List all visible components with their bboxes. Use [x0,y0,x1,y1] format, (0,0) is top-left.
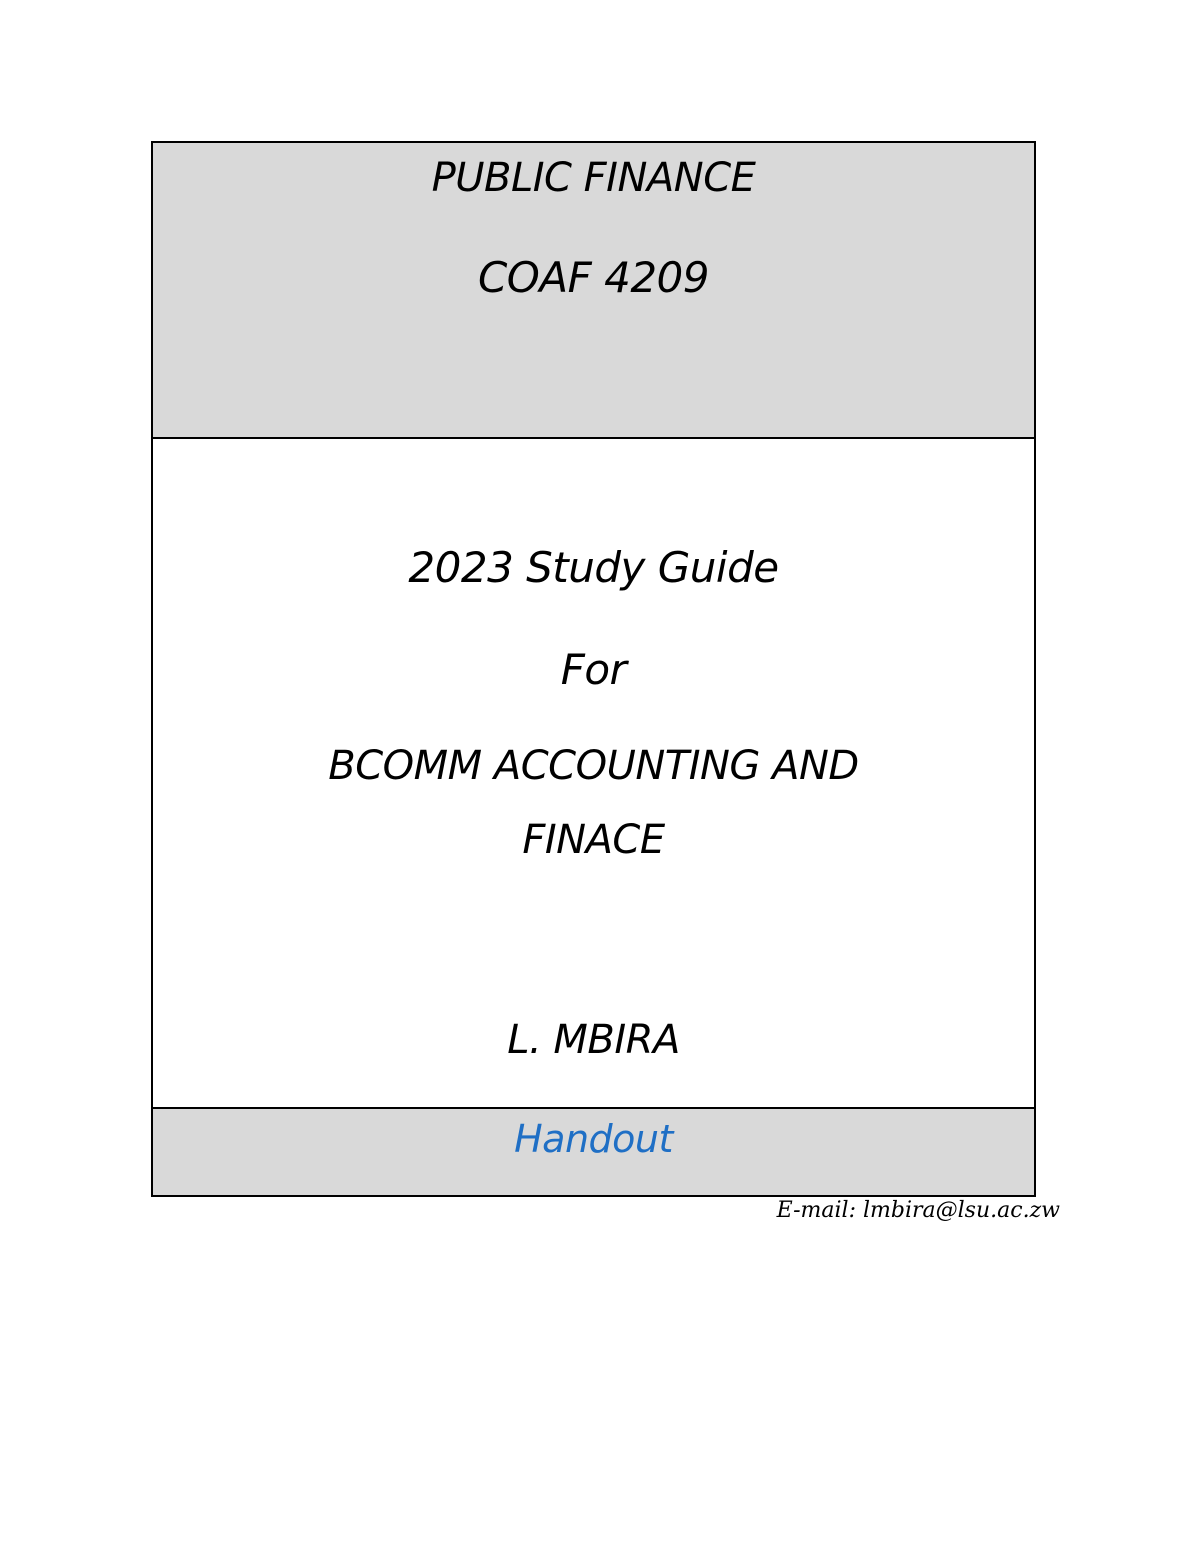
course-name: PUBLIC FINANCE [431,155,756,201]
author-name: L. MBIRA [507,1017,680,1063]
program-name-line-2: FINACE [522,817,665,863]
handout-label: Handout [514,1117,673,1161]
program-name-line-1: BCOMM ACCOUNTING AND [328,743,859,789]
cover-frame [151,141,1036,1197]
header-band [153,143,1034,439]
footer-band [153,1107,1034,1195]
guide-title: 2023 Study Guide [408,543,779,592]
author-email[interactable]: E-mail: lmbira@lsu.ac.zw [776,1198,1060,1223]
course-code: COAF 4209 [477,253,709,302]
main-area [153,439,1034,1107]
for-word: For [560,645,627,694]
